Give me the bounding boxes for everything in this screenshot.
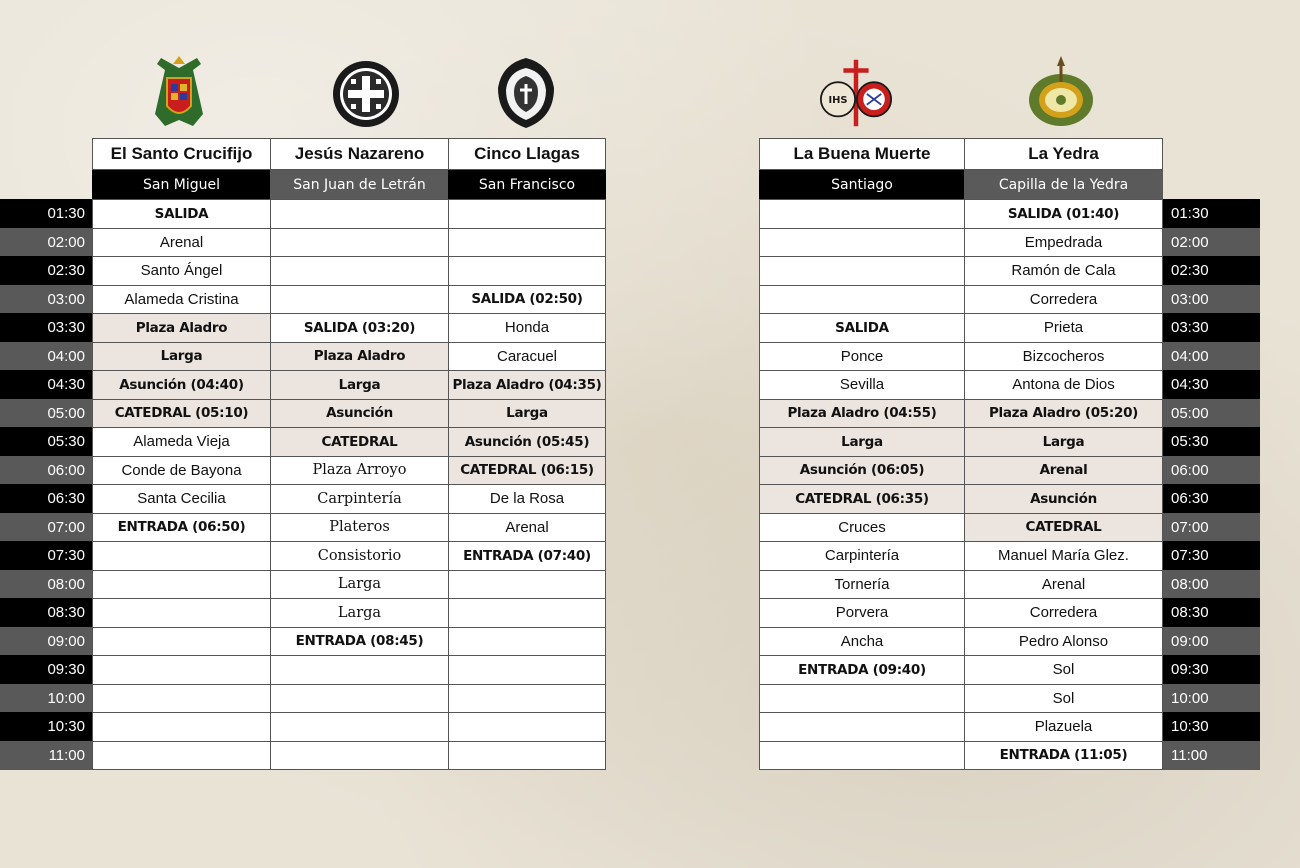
route-cell: De la Rosa <box>448 484 606 514</box>
route-cell <box>448 627 606 657</box>
route-cell: Plateros <box>270 513 449 543</box>
time-label: 04:00 <box>1163 342 1260 371</box>
time-label: 03:00 <box>0 285 93 314</box>
route-cell: Bizcocheros <box>964 342 1163 372</box>
route-cell: SALIDA <box>759 313 965 343</box>
time-label: 02:00 <box>1163 228 1260 257</box>
route-cell: CATEDRAL <box>270 427 449 457</box>
route-cell: Plaza Aladro (04:55) <box>759 399 965 429</box>
route-cell: Consistorio <box>270 541 449 571</box>
route-cell: Larga <box>448 399 606 429</box>
time-label: 11:00 <box>0 741 93 770</box>
route-cell <box>92 570 271 600</box>
brotherhood-name: El Santo Crucifijo <box>92 138 271 170</box>
route-cell <box>270 655 449 685</box>
time-label: 06:30 <box>1163 484 1260 513</box>
route-cell <box>92 655 271 685</box>
route-cell: CATEDRAL (05:10) <box>92 399 271 429</box>
time-label: 09:30 <box>1163 655 1260 684</box>
route-cell: Sol <box>964 684 1163 714</box>
route-cell <box>270 684 449 714</box>
time-label: 10:00 <box>0 684 93 713</box>
time-label: 02:00 <box>0 228 93 257</box>
time-label: 05:00 <box>0 399 93 428</box>
route-cell: Prieta <box>964 313 1163 343</box>
route-cell <box>270 741 449 771</box>
ihs-santiago-crest-icon <box>820 54 892 132</box>
time-label: 03:30 <box>0 313 93 342</box>
brotherhood-name: Jesús Nazareno <box>270 138 449 170</box>
route-cell <box>270 228 449 258</box>
route-cell: Sol <box>964 655 1163 685</box>
route-cell <box>448 684 606 714</box>
route-cell <box>759 285 965 315</box>
route-cell <box>92 541 271 571</box>
time-label: 04:30 <box>0 370 93 399</box>
bishop-crest-icon <box>143 54 215 132</box>
time-label: 08:30 <box>1163 598 1260 627</box>
route-cell: SALIDA (03:20) <box>270 313 449 343</box>
route-cell: Santa Cecilia <box>92 484 271 514</box>
route-cell <box>92 712 271 742</box>
route-cell: Arenal <box>448 513 606 543</box>
time-label: 07:30 <box>1163 541 1260 570</box>
svg-text:IHS: IHS <box>828 94 848 106</box>
time-label: 07:30 <box>0 541 93 570</box>
route-cell: CATEDRAL (06:15) <box>448 456 606 486</box>
route-cell: Asunción (04:40) <box>92 370 271 400</box>
route-cell <box>270 256 449 286</box>
route-cell: Alameda Cristina <box>92 285 271 315</box>
route-cell: Plaza Aladro <box>92 313 271 343</box>
jerusalem-cross-icon <box>330 54 402 132</box>
time-label: 08:30 <box>0 598 93 627</box>
time-label: 05:00 <box>1163 399 1260 428</box>
time-label: 11:00 <box>1163 741 1260 770</box>
brotherhood-name: Cinco Llagas <box>448 138 606 170</box>
route-cell: Ancha <box>759 627 965 657</box>
time-label: 06:00 <box>1163 456 1260 485</box>
route-cell: Asunción (05:45) <box>448 427 606 457</box>
route-cell: Corredera <box>964 285 1163 315</box>
route-cell <box>448 228 606 258</box>
route-cell: Santo Ángel <box>92 256 271 286</box>
route-cell: Plazuela <box>964 712 1163 742</box>
route-cell <box>759 256 965 286</box>
route-cell: Plaza Arroyo <box>270 456 449 486</box>
la-yedra-crest-icon <box>1025 54 1097 132</box>
brotherhood-name: La Yedra <box>964 138 1163 170</box>
time-label: 10:00 <box>1163 684 1260 713</box>
route-cell: CATEDRAL <box>964 513 1163 543</box>
route-cell: Corredera <box>964 598 1163 628</box>
route-cell: ENTRADA (11:05) <box>964 741 1163 771</box>
church-name: San Miguel <box>92 170 271 199</box>
time-label: 10:30 <box>0 712 93 741</box>
time-label: 09:00 <box>1163 627 1260 656</box>
time-label: 01:30 <box>0 199 93 228</box>
route-cell <box>448 741 606 771</box>
route-cell <box>448 655 606 685</box>
route-cell: Larga <box>270 370 449 400</box>
route-cell: Ponce <box>759 342 965 372</box>
time-label: 09:30 <box>0 655 93 684</box>
route-cell: SALIDA (02:50) <box>448 285 606 315</box>
route-cell: SALIDA (01:40) <box>964 199 1163 229</box>
route-cell: Arenal <box>964 456 1163 486</box>
route-cell <box>759 684 965 714</box>
time-label: 08:00 <box>0 570 93 599</box>
route-cell: Plaza Aladro <box>270 342 449 372</box>
route-cell <box>92 598 271 628</box>
church-name: Santiago <box>759 170 965 199</box>
route-cell: Arenal <box>92 228 271 258</box>
route-cell: Asunción (06:05) <box>759 456 965 486</box>
route-cell: Tornería <box>759 570 965 600</box>
route-cell <box>448 199 606 229</box>
route-cell: Asunción <box>964 484 1163 514</box>
route-cell: Pedro Alonso <box>964 627 1163 657</box>
route-cell <box>448 570 606 600</box>
brotherhood-name: La Buena Muerte <box>759 138 965 170</box>
route-cell: Honda <box>448 313 606 343</box>
time-label: 06:30 <box>0 484 93 513</box>
time-label: 03:00 <box>1163 285 1260 314</box>
time-label: 07:00 <box>1163 513 1260 542</box>
route-cell: Conde de Bayona <box>92 456 271 486</box>
route-cell: Caracuel <box>448 342 606 372</box>
cinco-llagas-crest-icon <box>490 54 562 132</box>
route-cell: Asunción <box>270 399 449 429</box>
route-cell <box>92 684 271 714</box>
route-cell: Larga <box>759 427 965 457</box>
route-cell: Manuel María Glez. <box>964 541 1163 571</box>
route-cell: Plaza Aladro (05:20) <box>964 399 1163 429</box>
route-cell <box>759 228 965 258</box>
route-cell: SALIDA <box>92 199 271 229</box>
time-label: 06:00 <box>0 456 93 485</box>
route-cell <box>92 627 271 657</box>
route-cell: Arenal <box>964 570 1163 600</box>
route-cell <box>448 598 606 628</box>
time-label: 04:00 <box>0 342 93 371</box>
route-cell <box>92 741 271 771</box>
time-label: 02:30 <box>1163 256 1260 285</box>
church-name: Capilla de la Yedra <box>964 170 1163 199</box>
route-cell <box>448 712 606 742</box>
route-cell: Larga <box>270 570 449 600</box>
route-cell: Larga <box>964 427 1163 457</box>
route-cell: Antona de Dios <box>964 370 1163 400</box>
route-cell <box>759 712 965 742</box>
route-cell: Cruces <box>759 513 965 543</box>
time-label: 01:30 <box>1163 199 1260 228</box>
route-cell: Larga <box>270 598 449 628</box>
time-label: 05:30 <box>1163 427 1260 456</box>
time-label: 08:00 <box>1163 570 1260 599</box>
route-cell <box>270 712 449 742</box>
church-name: San Juan de Letrán <box>270 170 449 199</box>
route-cell: CATEDRAL (06:35) <box>759 484 965 514</box>
route-cell <box>448 256 606 286</box>
time-label: 09:00 <box>0 627 93 656</box>
route-cell: ENTRADA (09:40) <box>759 655 965 685</box>
route-cell <box>759 199 965 229</box>
route-cell: Carpintería <box>270 484 449 514</box>
route-cell: Plaza Aladro (04:35) <box>448 370 606 400</box>
route-cell: Carpintería <box>759 541 965 571</box>
time-label: 05:30 <box>0 427 93 456</box>
route-cell: Ramón de Cala <box>964 256 1163 286</box>
time-label: 02:30 <box>0 256 93 285</box>
route-cell: Sevilla <box>759 370 965 400</box>
time-label: 07:00 <box>0 513 93 542</box>
route-cell: Larga <box>92 342 271 372</box>
route-cell: ENTRADA (08:45) <box>270 627 449 657</box>
route-cell: ENTRADA (06:50) <box>92 513 271 543</box>
route-cell <box>270 285 449 315</box>
route-cell <box>759 741 965 771</box>
time-label: 03:30 <box>1163 313 1260 342</box>
route-cell <box>270 199 449 229</box>
time-label: 10:30 <box>1163 712 1260 741</box>
church-name: San Francisco <box>448 170 606 199</box>
route-cell: ENTRADA (07:40) <box>448 541 606 571</box>
route-cell: Alameda Vieja <box>92 427 271 457</box>
time-label: 04:30 <box>1163 370 1260 399</box>
route-cell: Porvera <box>759 598 965 628</box>
route-cell: Empedrada <box>964 228 1163 258</box>
